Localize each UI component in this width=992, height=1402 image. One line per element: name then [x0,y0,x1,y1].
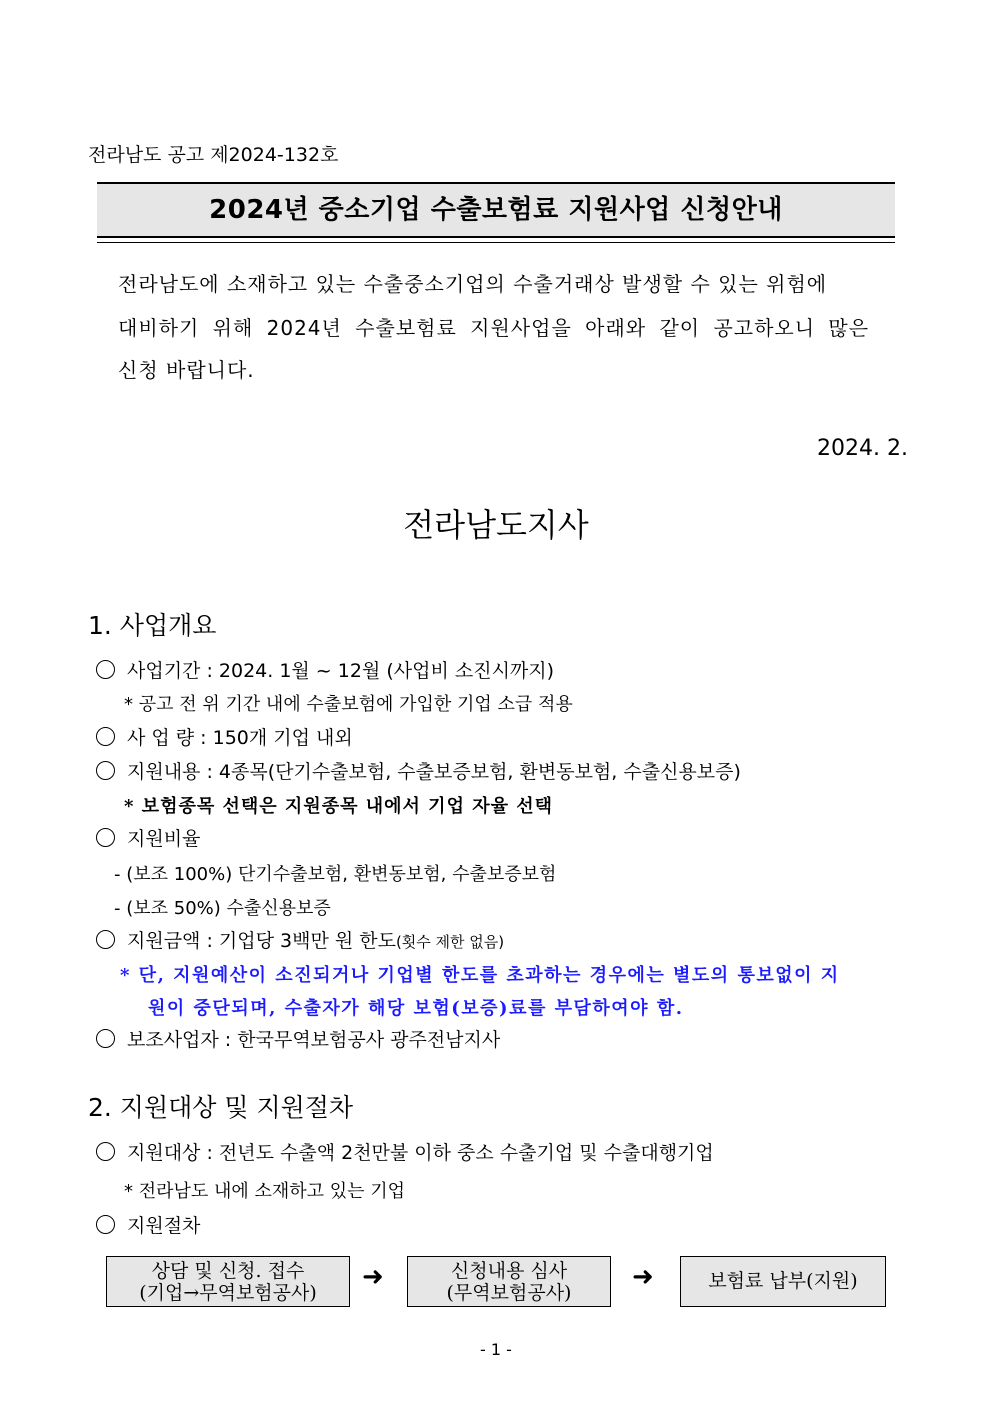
section-1-heading: 1. 사업개요 [88,611,217,640]
notice-number: 전라남도 공고 제2024-132호 [88,144,339,166]
circle-bullet-icon [96,1029,115,1048]
circle-bullet-icon [96,727,115,746]
period-note: * 공고 전 위 기간 내에 수출보험에 가입한 기업 소급 적용 [124,694,573,715]
circle-bullet-icon [96,660,115,679]
circle-bullet-icon [96,1215,115,1234]
item-period: 사업기간 : 2024. 1월 ~ 12월 (사업비 소진시까지) [96,656,554,683]
item-volume: 사 업 량 : 150개 기업 내외 [96,723,353,750]
item-procedure: 지원절차 [96,1211,200,1238]
circle-bullet-icon [96,930,115,949]
circle-bullet-icon [96,761,115,780]
notice-date: 2024. 2. [817,436,908,461]
amount-note-line-1: * 단, 지원예산이 소진되거나 기업별 한도를 초과하는 경우에는 별도의 통보없이 지 [120,965,840,986]
item-operator: 보조사업자 : 한국무역보험공사 광주전남지사 [96,1025,500,1052]
organization-signature: 전라남도지사 [403,506,589,544]
intro-line-1: 전라남도에 소재하고 있는 수출중소기업의 수출거래상 발생할 수 있는 위험에 [118,272,828,296]
item-target: 지원대상 : 전년도 수출액 2천만불 이하 중소 수출기업 및 수출대행기업 [96,1138,714,1165]
title-box [97,182,895,236]
item-content: 지원내용 : 4종목(단기수출보험, 수출보증보험, 환변동보험, 수출신용보증) [96,757,741,784]
arrow-right-icon: ➜ [362,1262,384,1292]
ratio-line-2: - (보조 50%) 수출신용보증 [114,898,331,919]
target-note: * 전라남도 내에 소재하고 있는 기업 [124,1181,406,1202]
intro-line-2: 대비하기 위해 2024년 수출보험료 지원사업을 아래와 같이 공고하오니 많은 [118,316,870,340]
ratio-line-1: - (보조 100%) 단기수출보험, 환변동보험, 수출보증보험 [114,864,557,885]
flow-step-consult: 상담 및 신청. 접수 (기업→무역보험공사) [106,1256,350,1307]
document-title: 2024년 중소기업 수출보험료 지원사업 신청안내 [209,195,783,225]
page-number: - 1 - [480,1340,512,1359]
amount-note-line-2: 원이 중단되며, 수출자가 해당 보험(보증)료를 부담하여야 함. [148,998,684,1019]
item-amount: 지원금액 : 기업당 3백만 원 한도(횟수 제한 없음) [96,926,504,953]
section-2-heading: 2. 지원대상 및 지원절차 [88,1093,354,1122]
circle-bullet-icon [96,828,115,847]
item-ratio: 지원비율 [96,824,200,851]
intro-line-3: 신청 바랍니다. [118,358,255,382]
content-note: * 보험종목 선택은 지원종목 내에서 기업 자율 선택 [124,796,554,817]
arrow-right-icon: ➜ [632,1262,654,1292]
flow-step-review: 신청내용 심사 (무역보험공사) [407,1256,611,1307]
flow-step-payment: 보험료 납부(지원) [680,1256,886,1307]
circle-bullet-icon [96,1142,115,1161]
